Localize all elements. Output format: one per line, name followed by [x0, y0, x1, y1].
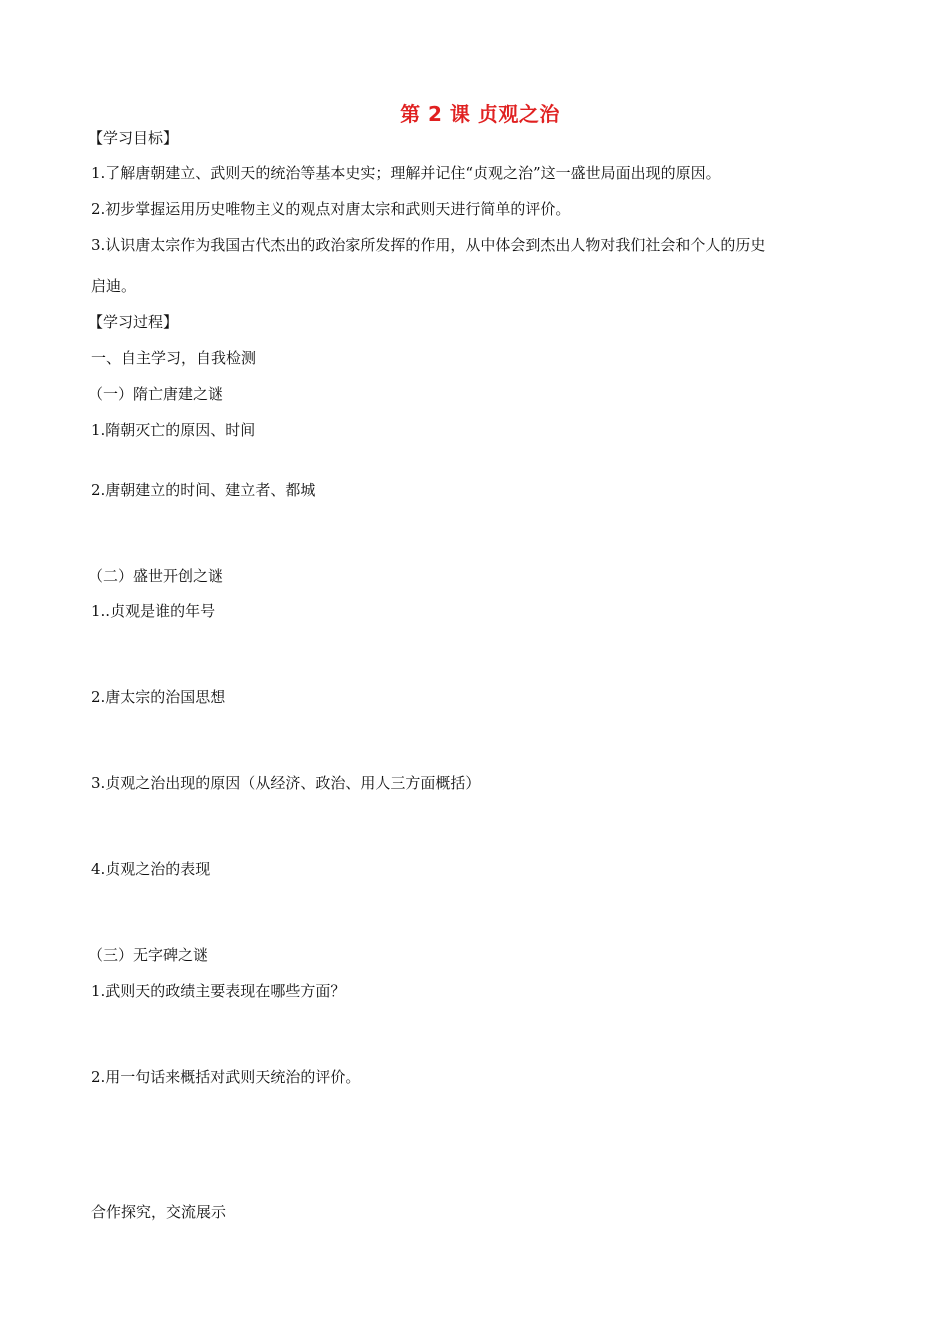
goal-1: 1.了解唐朝建立、武则天的统治等基本史实；理解并记住“贞观之治”这一盛世局面出现的原因。 — [91, 164, 721, 182]
section-1-question-2: 2.唐朝建立的时间、建立者、都城 — [91, 481, 316, 499]
section-2-question-3: 3.贞观之治出现的原因（从经济、政治、用人三方面概括） — [91, 774, 481, 792]
section-3-question-2: 2.用一句话来概括对武则天统治的评价。 — [91, 1068, 361, 1086]
goal-3-line-2: 启迪。 — [91, 277, 137, 295]
section-2-question-2: 2.唐太宗的治国思想 — [91, 688, 226, 706]
page-title: 第 2 课 贞观之治 — [400, 102, 560, 126]
part-2-heading: 合作探究，交流展示 — [91, 1203, 227, 1221]
goals-heading: 【学习目标】 — [88, 129, 179, 147]
section-3-heading: （三）无字碑之谜 — [88, 946, 209, 964]
section-2-question-1: 1..贞观是谁的年号 — [91, 602, 216, 620]
goal-2: 2.初步掌握运用历史唯物主义的观点对唐太宗和武则天进行简单的评价。 — [91, 200, 571, 218]
section-2-question-4: 4.贞观之治的表现 — [91, 860, 211, 878]
goal-3-line-1: 3.认识唐太宗作为我国古代杰出的政治家所发挥的作用，从中体会到杰出人物对我们社会和个人的历史 — [91, 236, 766, 254]
part-1-heading: 一、自主学习，自我检测 — [91, 349, 257, 367]
section-3-question-1: 1.武则天的政绩主要表现在哪些方面？ — [91, 982, 346, 1000]
section-2-heading: （二）盛世开创之谜 — [88, 567, 224, 585]
section-1-heading: （一）隋亡唐建之谜 — [88, 385, 224, 403]
section-1-question-1: 1.隋朝灭亡的原因、时间 — [91, 421, 256, 439]
process-heading: 【学习过程】 — [88, 313, 179, 331]
